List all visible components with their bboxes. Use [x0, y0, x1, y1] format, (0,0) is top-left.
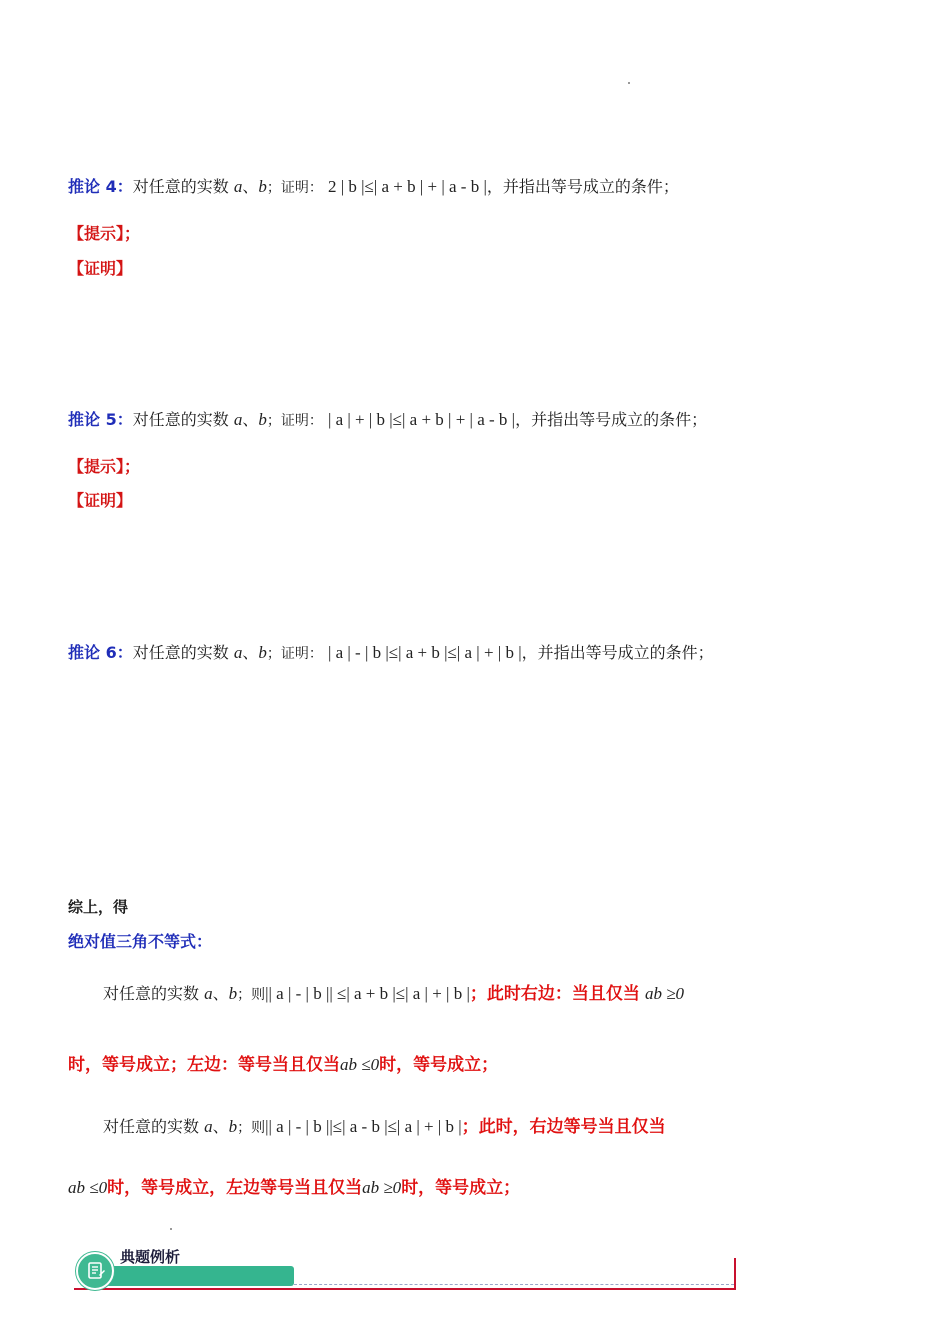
- summary-l4-cond1: ab ≤0: [68, 1178, 108, 1197]
- section-banner: [74, 1246, 738, 1292]
- var-b: b: [258, 177, 267, 196]
- var-a: a: [233, 643, 243, 662]
- separator: 、: [242, 177, 259, 196]
- corollary-5-proof: 【证明】: [68, 491, 133, 510]
- corollary-5-hint: 【提示】；: [68, 457, 141, 476]
- scan-dot: [170, 1228, 172, 1230]
- corollary-5-statement: [68, 409, 707, 432]
- var-b: b: [228, 984, 238, 1003]
- separator: 、: [212, 984, 229, 1003]
- banner-right-rule: [734, 1258, 736, 1290]
- summary-l1-lead: 对任意的实数: [103, 984, 200, 1003]
- prove-text: ；证明：: [266, 180, 323, 196]
- var-b: b: [228, 1117, 238, 1136]
- corollary-4-lead: 对任意的实数: [132, 177, 229, 196]
- banner-bottom-rule: [74, 1288, 736, 1290]
- corollary-4-statement: [68, 176, 679, 199]
- summary-l3-red: ；此时，右边等号当且仅当: [461, 1117, 666, 1137]
- corollary-5-label: 推论 5：: [68, 410, 133, 429]
- var-a: a: [233, 177, 243, 196]
- corollary-6-lead: 对任意的实数: [132, 643, 229, 662]
- summary-l4-cond2: ab ≥0: [362, 1178, 402, 1197]
- var-a: a: [233, 410, 243, 429]
- summary-title: 绝对值三角不等式：: [68, 932, 213, 951]
- summary-l3-lead: 对任意的实数: [103, 1117, 200, 1136]
- corollary-6-statement: [68, 642, 714, 665]
- summary-l1-red: ；此时右边：当且仅当: [469, 984, 640, 1004]
- summary-l3-formula: || a | - | b ||≤| a - b |≤| a | + | b |: [265, 1117, 462, 1136]
- var-b: b: [258, 410, 267, 429]
- separator: 、: [212, 1117, 229, 1136]
- banner-title: 典题例析: [120, 1248, 181, 1266]
- summary-line-2: [68, 1054, 498, 1076]
- summary-l2-a: 时，等号成立；左边：等号当且仅当: [68, 1055, 340, 1075]
- summary-line-1: [103, 983, 684, 1006]
- corollary-4-tail: ，并指出等号成立的条件；: [486, 177, 679, 196]
- summary-l2-b: 时，等号成立；: [379, 1055, 499, 1075]
- corollary-4-proof: 【证明】: [68, 259, 133, 278]
- scan-dot: [628, 82, 630, 84]
- summary-intro: 综上，得: [68, 898, 129, 916]
- summary-l4-b: 时，等号成立；: [401, 1178, 521, 1198]
- prove-text: ；证明：: [266, 413, 323, 429]
- summary-line-4: [68, 1177, 520, 1199]
- corollary-4-hint: 【提示】；: [68, 224, 141, 243]
- then-text: ；则: [237, 1120, 266, 1136]
- summary-l1-formula: || a | - | b || ≤| a + b |≤| a | + | b |: [265, 984, 470, 1003]
- corollary-6-formula: | a | - | b |≤| a + b |≤| a | + | b |: [327, 643, 522, 662]
- summary-l2-cond: ab ≤0: [340, 1055, 380, 1074]
- corollary-6-tail: ，并指出等号成立的条件；: [521, 643, 714, 662]
- notebook-pen-icon: [76, 1252, 114, 1290]
- prove-text: ；证明：: [266, 646, 323, 662]
- var-b: b: [258, 643, 267, 662]
- corollary-4-formula: 2 | b |≤| a + b | + | a - b |: [327, 177, 487, 196]
- summary-line-3: [103, 1116, 666, 1139]
- summary-l4-a: 时，等号成立，左边等号当且仅当: [107, 1178, 363, 1198]
- corollary-5-tail: ，并指出等号成立的条件；: [515, 410, 708, 429]
- separator: 、: [242, 410, 259, 429]
- separator: 、: [242, 643, 259, 662]
- var-a: a: [204, 984, 213, 1003]
- var-a: a: [204, 1117, 213, 1136]
- summary-l1-cond: ab ≥0: [644, 984, 685, 1003]
- corollary-4-label: 推论 4：: [68, 177, 133, 196]
- then-text: ；则: [237, 987, 266, 1003]
- corollary-5-formula: | a | + | b |≤| a + b | + | a - b |: [327, 410, 516, 429]
- corollary-5-lead: 对任意的实数: [132, 410, 229, 429]
- banner-dashed-line: [294, 1284, 734, 1285]
- corollary-6-label: 推论 6：: [68, 643, 133, 662]
